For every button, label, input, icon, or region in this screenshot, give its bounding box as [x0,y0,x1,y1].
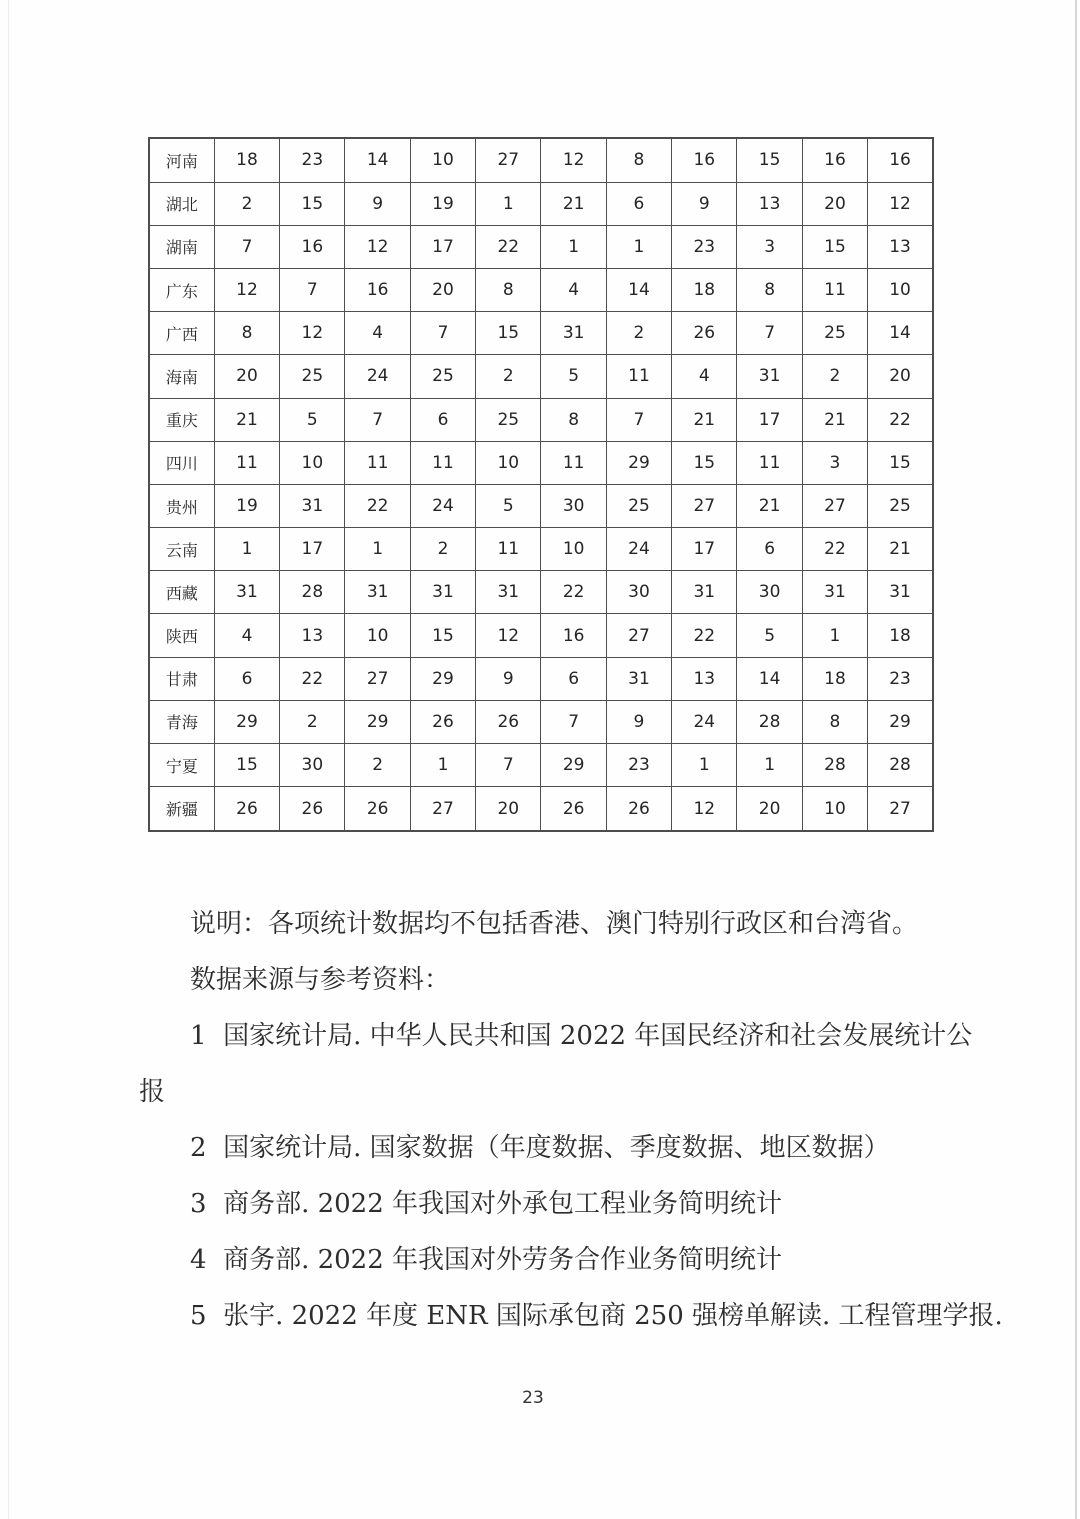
rank-cell: 15 [802,225,867,268]
rank-cell: 4 [345,312,410,355]
rank-cell: 27 [410,787,475,831]
rank-cell: 5 [280,398,345,441]
rank-cell: 1 [214,528,279,571]
rank-cell: 20 [737,787,802,831]
rank-cell: 15 [476,312,541,355]
rank-cell: 19 [214,484,279,527]
rank-cell: 21 [214,398,279,441]
rank-cell: 25 [802,312,867,355]
rank-cell: 10 [802,787,867,831]
rank-cell: 2 [476,355,541,398]
rank-cell: 11 [802,268,867,311]
rank-cell: 15 [214,744,279,787]
rank-cell: 31 [737,355,802,398]
rank-cell: 31 [606,657,671,700]
rank-cell: 29 [606,441,671,484]
rank-cell: 27 [476,138,541,182]
rank-cell: 18 [672,268,737,311]
rank-cell: 17 [280,528,345,571]
rank-cell: 21 [802,398,867,441]
page-left-edge-line [8,0,9,1519]
rank-cell: 2 [280,700,345,743]
rank-cell: 29 [868,700,933,743]
province-cell: 广东 [149,268,214,311]
rank-cell: 22 [280,657,345,700]
rank-cell: 2 [410,528,475,571]
rank-cell: 29 [541,744,606,787]
rank-cell: 31 [345,571,410,614]
rank-cell: 27 [345,657,410,700]
rank-cell: 5 [476,484,541,527]
province-cell: 青海 [149,700,214,743]
rank-cell: 7 [737,312,802,355]
notes-section [139,896,1003,1344]
rank-cell: 1 [541,225,606,268]
rank-cell: 29 [345,700,410,743]
rank-cell: 4 [214,614,279,657]
rank-cell: 24 [606,528,671,571]
rank-cell: 28 [280,571,345,614]
rank-cell: 29 [410,657,475,700]
rank-cell: 11 [476,528,541,571]
province-cell: 西藏 [149,571,214,614]
rank-cell: 1 [476,182,541,225]
table-row [149,312,933,355]
province-cell: 四川 [149,441,214,484]
rank-cell: 19 [410,182,475,225]
rank-cell: 23 [672,225,737,268]
rank-cell: 11 [410,441,475,484]
rank-cell: 6 [410,398,475,441]
rank-cell: 31 [280,484,345,527]
rank-cell: 5 [541,355,606,398]
rank-cell: 2 [214,182,279,225]
rank-cell: 18 [214,138,279,182]
province-cell: 贵州 [149,484,214,527]
rank-cell: 14 [606,268,671,311]
rank-cell: 22 [541,571,606,614]
rank-cell: 26 [280,787,345,831]
note-explanation: 说明：各项统计数据均不包括香港、澳门特别行政区和台湾省。 [190,909,919,939]
rank-cell: 22 [868,398,933,441]
rank-cell: 11 [345,441,410,484]
rank-cell: 27 [868,787,933,831]
rank-cell: 5 [737,614,802,657]
rank-cell: 3 [802,441,867,484]
rank-cell: 24 [672,700,737,743]
rank-cell: 9 [672,182,737,225]
province-cell: 重庆 [149,398,214,441]
rank-cell: 16 [868,138,933,182]
table-row [149,657,933,700]
table-row [149,441,933,484]
rank-cell: 20 [476,787,541,831]
rank-cell: 22 [672,614,737,657]
table-row [149,528,933,571]
rank-cell: 27 [672,484,737,527]
rank-cell: 6 [541,657,606,700]
rank-cell: 13 [868,225,933,268]
province-cell: 河南 [149,138,214,182]
rank-cell: 7 [214,225,279,268]
province-rank-table [148,137,934,832]
rank-cell: 31 [672,571,737,614]
rank-cell: 12 [214,268,279,311]
rank-cell: 10 [541,528,606,571]
table-row [149,268,933,311]
rank-cell: 15 [868,441,933,484]
rank-cell: 16 [541,614,606,657]
table-row [149,744,933,787]
rank-cell: 21 [737,484,802,527]
rank-cell: 1 [345,528,410,571]
table-row [149,571,933,614]
rank-cell: 4 [672,355,737,398]
rank-cell: 25 [606,484,671,527]
rank-cell: 30 [606,571,671,614]
rank-cell: 15 [672,441,737,484]
rank-cell: 31 [868,571,933,614]
reference-3: 3 商务部. 2022 年我国对外承包工程业务简明统计 [190,1189,783,1219]
rank-cell: 24 [410,484,475,527]
rank-cell: 30 [737,571,802,614]
table-row [149,484,933,527]
rank-cell: 9 [476,657,541,700]
rank-cell: 18 [802,657,867,700]
rank-cell: 13 [280,614,345,657]
rank-cell: 8 [606,138,671,182]
rank-cell: 31 [802,571,867,614]
rank-cell: 31 [541,312,606,355]
province-cell: 湖北 [149,182,214,225]
rank-cell: 7 [345,398,410,441]
rank-cell: 23 [868,657,933,700]
rank-cell: 23 [280,138,345,182]
rank-cell: 3 [737,225,802,268]
table-row [149,138,933,182]
rank-cell: 25 [280,355,345,398]
rank-cell: 17 [410,225,475,268]
rank-cell: 21 [541,182,606,225]
rank-cell: 2 [802,355,867,398]
rank-cell: 26 [214,787,279,831]
table-row [149,787,933,831]
rank-cell: 6 [737,528,802,571]
rank-cell: 1 [410,744,475,787]
rank-cell: 31 [476,571,541,614]
page-right-edge-line [1075,0,1077,1519]
rank-cell: 12 [476,614,541,657]
rank-cell: 10 [345,614,410,657]
rank-cell: 15 [280,182,345,225]
sources-heading: 数据来源与参考资料： [190,965,451,995]
rank-cell: 9 [345,182,410,225]
rank-cell: 21 [672,398,737,441]
reference-1-line2: 报 [139,1077,166,1107]
reference-2: 2 国家统计局. 国家数据（年度数据、季度数据、地区数据） [190,1133,890,1163]
province-cell: 甘肃 [149,657,214,700]
rank-cell: 2 [606,312,671,355]
rank-cell: 15 [737,138,802,182]
province-cell: 广西 [149,312,214,355]
rank-cell: 7 [541,700,606,743]
rank-cell: 30 [541,484,606,527]
rank-cell: 26 [345,787,410,831]
rank-cell: 8 [214,312,279,355]
rank-cell: 26 [476,700,541,743]
rank-cell: 10 [280,441,345,484]
reference-5: 5 张宇. 2022 年度 ENR 国际承包商 250 强榜单解读. 工程管理学报. [190,1301,1003,1331]
rank-cell: 23 [606,744,671,787]
rank-cell: 28 [802,744,867,787]
rank-cell: 8 [737,268,802,311]
rank-cell: 4 [541,268,606,311]
rank-cell: 10 [868,268,933,311]
rank-cell: 13 [737,182,802,225]
rank-cell: 17 [737,398,802,441]
rank-cell: 2 [345,744,410,787]
rank-cell: 24 [345,355,410,398]
rank-cell: 11 [737,441,802,484]
rank-cell: 27 [606,614,671,657]
rank-cell: 21 [868,528,933,571]
rank-cell: 14 [737,657,802,700]
rank-cell: 12 [541,138,606,182]
province-cell: 湖南 [149,225,214,268]
rank-cell: 10 [476,441,541,484]
rank-cell: 31 [410,571,475,614]
rank-cell: 7 [410,312,475,355]
rank-cell: 6 [606,182,671,225]
rank-cell: 10 [410,138,475,182]
rank-cell: 17 [672,528,737,571]
table-row [149,614,933,657]
rank-cell: 20 [214,355,279,398]
table-row [149,355,933,398]
rank-cell: 7 [606,398,671,441]
rank-cell: 8 [802,700,867,743]
rank-cell: 13 [672,657,737,700]
rank-cell: 7 [476,744,541,787]
rank-cell: 18 [868,614,933,657]
rank-cell: 8 [541,398,606,441]
rank-cell: 22 [802,528,867,571]
rank-cell: 6 [214,657,279,700]
rank-cell: 26 [541,787,606,831]
rank-cell: 11 [606,355,671,398]
rank-cell: 22 [476,225,541,268]
province-cell: 宁夏 [149,744,214,787]
table-row [149,398,933,441]
reference-1-line1: 1 国家统计局. 中华人民共和国 2022 年国民经济和社会发展统计公 [190,1021,973,1051]
table-row [149,182,933,225]
page-number: 23 [522,1388,544,1408]
rank-cell: 31 [214,571,279,614]
rank-cell: 11 [214,441,279,484]
rank-cell: 7 [280,268,345,311]
rank-cell: 22 [345,484,410,527]
rank-cell: 11 [541,441,606,484]
rank-cell: 28 [868,744,933,787]
reference-4: 4 商务部. 2022 年我国对外劳务合作业务简明统计 [190,1245,783,1275]
rank-cell: 12 [280,312,345,355]
province-cell: 海南 [149,355,214,398]
rank-cell: 1 [802,614,867,657]
rank-cell: 25 [410,355,475,398]
rank-cell: 15 [410,614,475,657]
rank-cell: 30 [280,744,345,787]
province-cell: 云南 [149,528,214,571]
rank-cell: 14 [345,138,410,182]
rank-cell: 16 [802,138,867,182]
rank-cell: 29 [214,700,279,743]
rank-cell: 1 [672,744,737,787]
rank-cell: 20 [802,182,867,225]
rank-cell: 9 [606,700,671,743]
rank-cell: 28 [737,700,802,743]
rank-cell: 14 [868,312,933,355]
rank-cell: 12 [345,225,410,268]
rank-cell: 12 [672,787,737,831]
rank-cell: 26 [672,312,737,355]
rank-cell: 25 [868,484,933,527]
rank-cell: 8 [476,268,541,311]
rank-cell: 16 [345,268,410,311]
province-cell: 新疆 [149,787,214,831]
province-cell: 陕西 [149,614,214,657]
rank-cell: 1 [737,744,802,787]
table-row [149,700,933,743]
rank-cell: 25 [476,398,541,441]
rank-cell: 20 [410,268,475,311]
table-row [149,225,933,268]
rank-cell: 20 [868,355,933,398]
rank-cell: 1 [606,225,671,268]
rank-cell: 16 [672,138,737,182]
rank-cell: 16 [280,225,345,268]
rank-cell: 27 [802,484,867,527]
rank-cell: 12 [868,182,933,225]
rank-cell: 26 [606,787,671,831]
rank-cell: 26 [410,700,475,743]
